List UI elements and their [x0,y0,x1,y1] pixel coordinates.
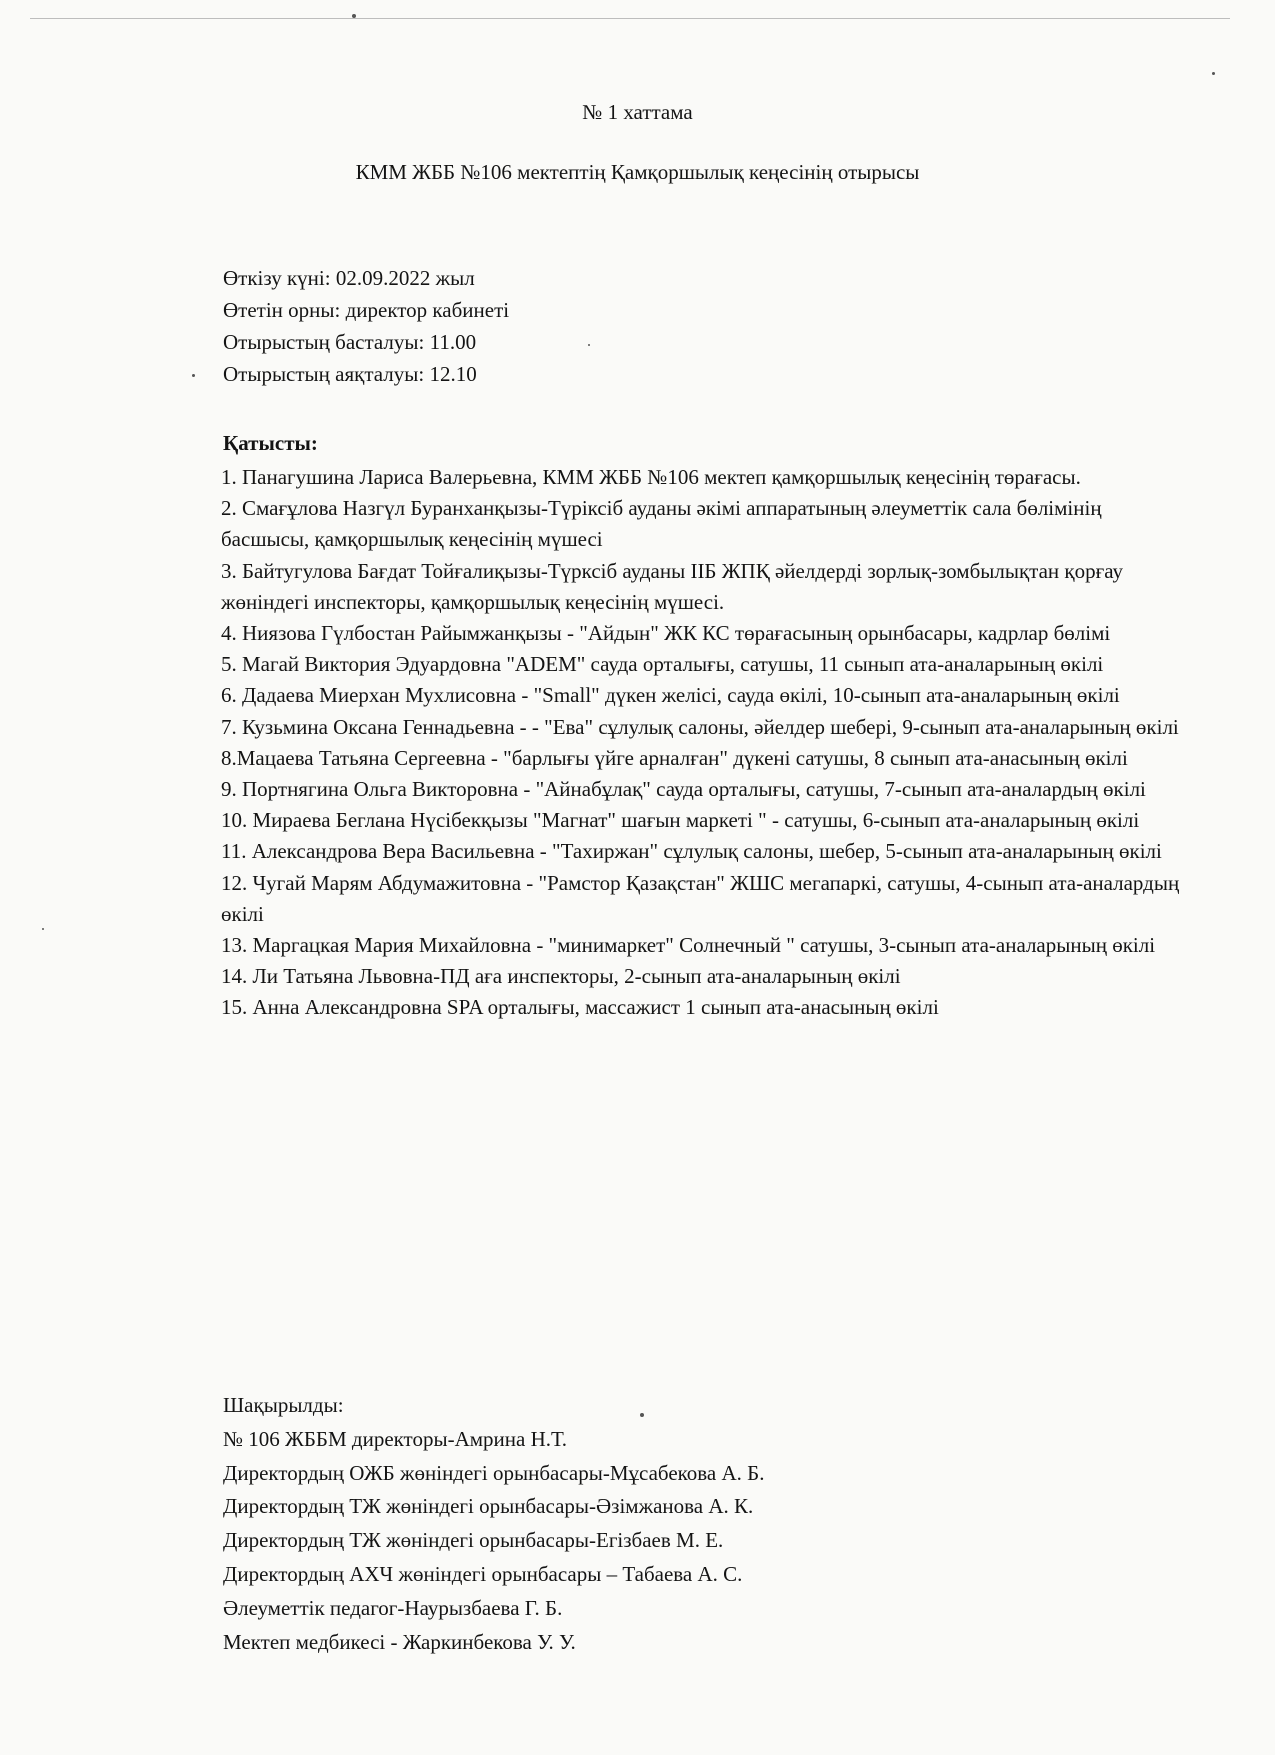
meeting-date: Өткізу күні: 02.09.2022 жыл [223,266,475,290]
scan-speck [192,374,195,377]
scan-speck [42,928,44,930]
meeting-start-time: Отырыстың басталуы: 11.00 [223,330,477,354]
meeting-end-time: Отырыстың аяқталуы: 12.10 [223,362,477,386]
meeting-title: КММ ЖББ №106 мектептің Қамқоршылық кеңесінің отырысы [355,160,920,184]
invited-item: Директордың ТЖ жөніндегі орынбасары-Әзімжанова А. К. [223,1494,754,1519]
invited-item: Мектеп медбикесі - Жаркинбекова У. У. [223,1629,576,1654]
invited-item: Директордың ТЖ жөніндегі орынбасары-Егізбаев М. Е. [223,1528,724,1553]
invited-item: Директордың ОЖБ жөніндегі орынбасары-Мұсабекова А. Б. [223,1460,765,1485]
attendee-item: 4. Ниязова Гүлбостан Райымжанқызы - "Айдын" ЖК КС төрағасының орынбасары, кадрлар бөлімі [221,621,1111,646]
attendee-item: 2. Смағұлова Назгүл Буранханқызы-Түріксіб ауданы әкімі аппаратының әлеуметтік сала бөлімінің басшысы, қамқоршылық кеңесінің мүшесі [221,496,1102,552]
attendee-item: 10. Мираева Беглана Нүсібекқызы "Магнат" шағын маркеті " - сатушы, 6-сынып ата-аналарының өкілі [221,808,1140,833]
attendee-item: 12. Чугай Марям Абдумажитовна - "Рамстор Қазақстан" ЖШС мегапаркі, сатушы, 4-сынып ата-аналардың өкілі [221,870,1180,926]
attendee-item: 5. Магай Виктория Эдуардовна "ADEM" сауда орталығы, сатушы, 11 сынып ата-аналарының өкілі [221,652,1104,677]
attendee-item: 1. Панагушина Лариса Валерьевна, КММ ЖББ №106 мектеп қамқоршылық кеңесінің төрағасы. [221,465,1081,489]
invited-heading: Шақырылды: [223,1393,344,1417]
attendee-item: 11. Александрова Вера Васильевна - "Тахиржан" сұлулық салоны, шебер, 5-сынып ата-аналарының өкілі [221,839,1162,864]
attendee-item: 15. Анна Александровна SPA орталығы, массажист 1 сынып ата-анасының өкілі [221,995,939,1020]
attendee-item: 7. Кузьмина Оксана Геннадьевна - - "Ева" сұлулық салоны, әйелдер шебері, 9-сынып ата-аналарының өкілі [221,714,1179,739]
meeting-place: Өтетін орны: директор кабинеті [223,298,510,322]
attendee-item: 14. Ли Татьяна Львовна-ПД аға инспекторы, 2-сынып ата-аналарының өкілі [221,964,901,989]
attendee-item: 8.Мацаева Татьяна Сергеевна - "барлығы үйге арналған" дүкені сатушы, 8 сынып ата-анасының өкілі [221,745,1128,770]
meeting-info [223,262,509,390]
invited-section [223,1389,764,1659]
scan-top-rule [30,18,1230,19]
attendee-item: 6. Дадаева Миерхан Мухлисовна - "Small" дүкен желісі, сауда өкілі, 10-сынып ата-аналарының өкілі [221,683,1120,708]
attendee-item: 3. Байтугулова Бағдат Тойғалиқызы-Түрксіб ауданы ІІБ ЖПҚ әйелдерді зорлық-зомбылықтан қорғау жөніндегі инспекторы, қамқоршылық кеңесінің мүшесі. [221,558,1123,614]
attendee-item: 9. Портнягина Ольга Викторовна - "Айнабұлақ" сауда орталығы, сатушы, 7-сынып ата-аналардың өкілі [221,777,1146,802]
invited-item: № 106 ЖББМ директоры-Амрина Н.Т. [223,1426,567,1451]
scan-speck [1212,72,1215,75]
attendees-heading: Қатысты: [223,431,318,455]
protocol-number: № 1 хаттама [582,100,693,124]
invited-item: Директордың АХЧ жөніндегі орынбасары – Табаева А. С. [223,1561,743,1586]
attendees-list [221,462,1181,1024]
invited-item: Әлеуметтік педагог-Наурызбаева Г. Б. [223,1595,563,1620]
attendee-item: 13. Маргацкая Мария Михайловна - "минимаркет" Солнечный " сатушы, 3-сынып ата-аналарының өкілі [221,933,1156,958]
scan-speck [352,14,356,18]
scan-speck [588,344,590,346]
